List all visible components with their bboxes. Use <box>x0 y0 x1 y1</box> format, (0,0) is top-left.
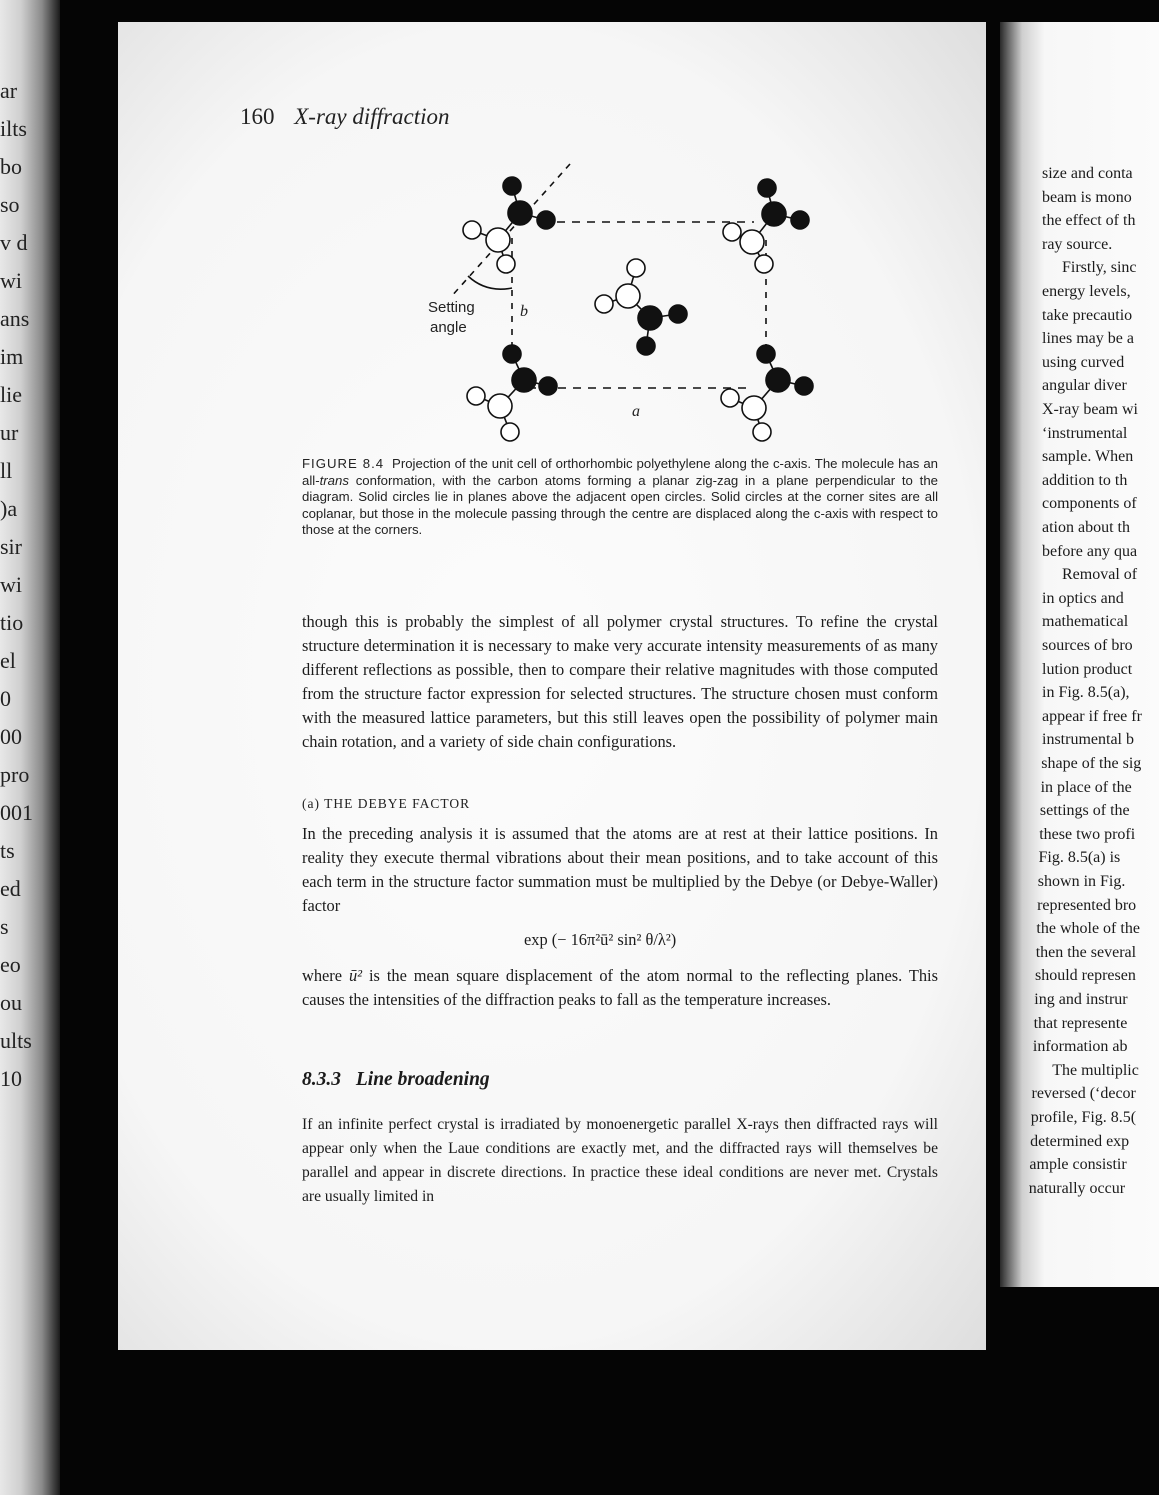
left-page-fragment: tio <box>0 610 24 635</box>
right-page-line: represented bro <box>1037 896 1137 914</box>
left-page-fragment: el <box>0 648 16 673</box>
caption-italic: trans <box>319 472 349 488</box>
chapter-title: X-ray diffraction <box>294 104 450 129</box>
right-page-line: determined exp <box>1030 1132 1130 1150</box>
right-page-line: the whole of the <box>1036 920 1140 938</box>
right-page-line: shown in Fig. <box>1037 873 1126 890</box>
right-page-line: appear if free fr <box>1042 707 1142 725</box>
p3-symbol: ū² <box>348 966 363 985</box>
debye-waller-equation: exp (− 16π²ū² sin² θ/λ²) <box>524 930 677 949</box>
paragraph-structure-refinement: though this is probably the simplest of all polymer crystal structures. To refine the crystal structure determination it is necessary to make very accurate intensity measurements of as many different reflections as possible, then to compare their relative magnitudes with those computed from the structure factor expression for selected structures. The structure chosen must conform with the measured lattice parameters, but this still leaves open the possibility of polymer main chain rotation, and a variety of side chain configurations. <box>302 612 938 751</box>
axis-a-label: a <box>632 403 640 420</box>
right-page-line: in Fig. 8.5(a), <box>1042 684 1130 702</box>
left-page-fragment: ts <box>0 838 15 863</box>
right-page-line: these two profi <box>1039 825 1136 843</box>
right-page-line: size and conta <box>1042 165 1133 182</box>
right-page-line: The multiplic <box>1052 1061 1139 1079</box>
left-page-fragment: so <box>0 192 20 217</box>
left-page-fragment: ed <box>0 876 21 901</box>
next-page-edge <box>1000 22 1159 1287</box>
p3-prefix: where <box>302 966 349 985</box>
right-page-line: naturally occur <box>1028 1179 1126 1197</box>
right-page-line: Firstly, sinc <box>1062 259 1137 277</box>
molecule-bottom-left <box>467 345 557 441</box>
figure-label: FIGURE 8.4 <box>302 456 385 471</box>
molecule-bottom-right <box>721 345 813 441</box>
right-page-line: lines may be a <box>1042 330 1134 348</box>
angle-label: angle <box>430 319 467 336</box>
figure-caption <box>302 456 938 539</box>
left-page-fragment: 10 <box>0 1066 22 1091</box>
axis-b-label: b <box>520 303 528 320</box>
right-page-line: reversed (‘decor <box>1031 1085 1136 1103</box>
right-page-line: ation about th <box>1042 519 1130 536</box>
left-page-fragment: s <box>0 914 9 939</box>
left-page-fragment: eo <box>0 952 21 977</box>
right-page-line: lution product <box>1042 660 1133 678</box>
paragraph-displacement <box>302 964 938 1012</box>
right-page-line: sources of bro <box>1042 637 1133 654</box>
molecule-center <box>595 259 687 355</box>
right-page-line: in place of the <box>1040 778 1132 796</box>
caption-text-2: conformation, with the carbon atoms forming a planar zig-zag in a plane perpendicular to the diagram. Solid circles lie in planes above the adjacent open circles. Solid circles at the corner sites are all coplanar, but those in the molecule passing through the centre are displaced along the c-axis with respect to those at the corners. <box>302 472 938 538</box>
right-page-line: Removal of <box>1062 566 1138 584</box>
section-number: 8.3.3 <box>302 1069 341 1090</box>
left-page-fragment: wi <box>0 268 22 293</box>
left-page-fragment: ll <box>0 458 13 483</box>
left-page-fragment: ilts <box>0 116 27 141</box>
left-page-fragment: ar <box>0 78 18 103</box>
right-page-line: ample consistir <box>1029 1156 1127 1174</box>
left-page-fragment: 0 <box>0 686 11 711</box>
right-page-line: information ab <box>1032 1038 1128 1056</box>
right-page-line: profile, Fig. 8.5( <box>1030 1109 1137 1126</box>
molecule-top-left <box>463 177 555 273</box>
left-page-fragment: ans <box>0 306 30 331</box>
running-head <box>240 104 449 130</box>
left-page-fragment: 00 <box>0 724 22 749</box>
left-page-fragment: ults <box>0 1028 32 1053</box>
paragraph-line-broadening: If an infinite perfect crystal is irradiated by monoenergetic parallel X-rays then diffracted rays will appear only when the Laue conditions are exactly met, and the diffracted rays will themselves be parallel and appear in discrete directions. In practice these ideal conditions are never met. Crystals are usually limited in <box>302 1116 938 1205</box>
right-page-line: ‘instrumental <box>1042 424 1128 442</box>
right-page-line: should represen <box>1035 967 1136 985</box>
right-page-line: angular diver <box>1042 377 1127 395</box>
right-page-line: components of <box>1042 495 1137 513</box>
right-page-line: X-ray beam wi <box>1042 401 1138 418</box>
left-page-fragment: v d <box>0 230 28 255</box>
section-title: Line broadening <box>355 1069 490 1090</box>
left-page-fragment: lie <box>0 382 22 407</box>
left-page-fragment: )a <box>0 496 18 521</box>
left-page-fragment: sir <box>0 534 22 559</box>
right-page-line: mathematical <box>1042 613 1129 631</box>
left-page-fragment: wi <box>0 572 22 597</box>
right-page-line: take precautio <box>1042 306 1133 324</box>
paragraph-debye-factor: In the preceding analysis it is assumed that the atoms are at rest at their lattice positions. In reality they execute thermal vibrations about their mean positions, and to take account of this each term in the structure factor summation must be multiplied by the Debye (or Debye-Waller) factor <box>302 824 938 915</box>
previous-page-edge <box>0 0 60 1495</box>
right-page-line: sample. When <box>1042 448 1134 466</box>
left-page-fragment: bo <box>0 154 22 179</box>
left-page-fragment: ur <box>0 420 19 445</box>
right-page-line: instrumental b <box>1042 731 1134 749</box>
right-page-line: before any qua <box>1042 542 1138 560</box>
right-page-line: energy levels, <box>1042 283 1131 300</box>
left-page-fragment: 001 <box>0 800 33 825</box>
right-page-line: that represente <box>1033 1014 1128 1032</box>
right-page-line: shape of the sig <box>1041 755 1142 772</box>
right-page-line: addition to th <box>1042 471 1128 489</box>
setting-angle-arc <box>468 276 512 289</box>
subsection-heading: (a) THE DEBYE FACTOR <box>302 796 471 811</box>
right-page-line: ing and instrur <box>1034 991 1128 1008</box>
section-heading <box>302 1069 490 1091</box>
page-number: 160 <box>240 104 275 129</box>
right-page-line: in optics and <box>1042 589 1124 607</box>
left-page-fragment: ou <box>0 990 22 1015</box>
molecule-top-right <box>723 179 809 273</box>
right-page-line: using curved <box>1042 353 1125 371</box>
right-page-line: beam is mono <box>1042 188 1132 206</box>
unit-cell-diagram <box>420 158 840 450</box>
right-page-line: then the several <box>1035 943 1137 961</box>
p3-rest: is the mean square displacement of the atom normal to the reflecting planes. This causes the intensities of the diffraction peaks to fall as the temperature increases. <box>302 966 938 1009</box>
caption-text-1: Projection of the unit cell of orthorhombic polyethylene along the c-axis. The molecule has an all- <box>302 456 938 488</box>
right-page-line: Fig. 8.5(a) is <box>1038 849 1121 867</box>
setting-label: Setting <box>428 299 475 316</box>
right-page-line: the effect of th <box>1042 212 1136 230</box>
right-page-line: settings of the <box>1039 802 1130 820</box>
left-page-fragment: pro <box>0 762 30 787</box>
right-page-line: ray source. <box>1042 235 1113 253</box>
left-page-fragment: im <box>0 344 24 369</box>
